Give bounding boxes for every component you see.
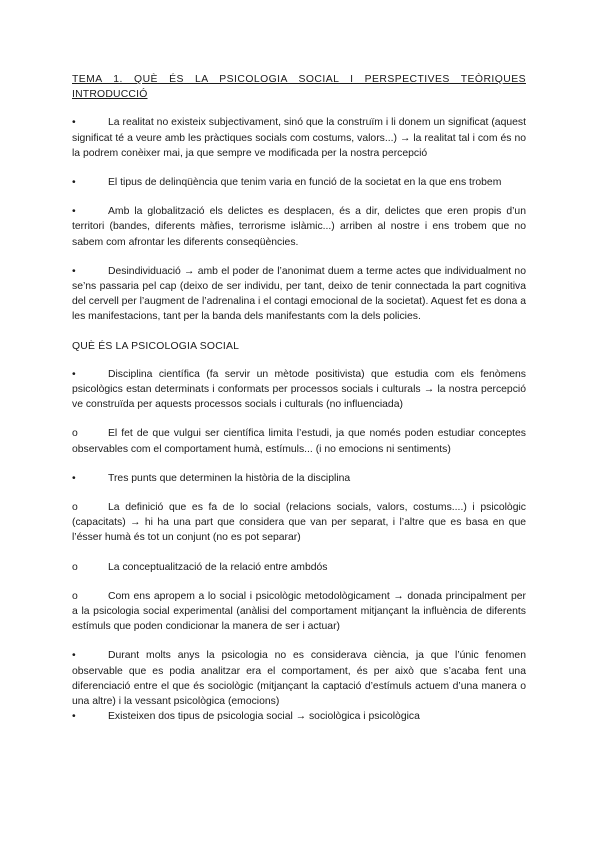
bullet-paragraph: • Durant molts anys la psicologia no es considerava ciència, ja que l’únic fenomen observable que es podia analitzar era el comportament, és per això que s’acaba fent una diferenciació entre el que és sociològic (mitjançant la captació d’estímuls actuem d’una manera o una altre) i la vessant psicològica (emocions) [72,648,526,709]
document-title: TEMA 1. QUÈ ÉS LA PSICOLOGIA SOCIAL I PERSPECTIVES TEÒRIQUES [72,74,526,85]
bullet-paragraph: • La realitat no existeix subjectivament, sinó que la construïm i li donem un significat (aquest significat té a veure amb les pràctiques socials com costums, valors...) → la realitat tal i com és no la podrem conèixer mai, ja que sempre ve modificada per la nostra percepció [72,115,526,161]
section-heading: QUÈ ÉS LA PSICOLOGIA SOCIAL [72,340,240,352]
paragraph-text: El fet de que vulgui ser científica limita l’estudi, ja que només poden estudiar conceptes observables com el comportament humà, estímuls... (i no emocions ni sentiments) [72,428,526,455]
bullet-paragraph: • Disciplina científica (fa servir un mètode positivista) que estudia com els fenòmens psicològics estan determinats i conformats per processos socials i culturals → la nostra percepció ve construïda per aquests processos socials i culturals (no influenciada) [72,367,526,413]
bullet-paragraph: • El tipus de delinqüència que tenim varia en funció de la societat en la que ens trobem [72,175,526,190]
paragraph-text: Existeixen dos tipus de psicologia social → sociològica i psicològica [108,711,420,723]
sub-bullet-paragraph: o Com ens apropem a lo social i psicològic metodològicament → donada principalment per a la psicologia social experimental (anàlisi del comportament mitjançant la influència de diferents estímuls que poden condicionar la manera de ser i actuar) [72,589,526,635]
paragraph-text: El tipus de delinqüència que tenim varia en funció de la societat en la que ens trobem [108,177,502,189]
bullet-paragraph: • Tres punts que determinen la història de la disciplina [72,471,526,486]
document-subtitle: INTRODUCCIÓ [72,89,148,101]
paragraph-text: Tres punts que determinen la història de la disciplina [108,472,351,484]
sub-bullet-paragraph: o El fet de que vulgui ser científica limita l’estudi, ja que només poden estudiar conceptes observables com el comportament humà, estímuls... (i no emocions ni sentiments) [72,426,526,456]
sub-bullet-paragraph: o La definició que es fa de lo social (relacions socials, valors, costums....) i psicològic (capacitats) → hi ha una part que considera que van per separat, i l’altre que es basa en que l’ésser humà és tot un conjunt (no es pot separar) [72,500,526,546]
paragraph-text: Durant molts anys la psicologia no es considerava ciència, ja que l’únic fenomen observable que es podia analitzar era el comportament, és per això que s’acaba fent una diferenciació entre el que és sociològic (mitjançant la captació d’estímuls actuem d’una manera o una altre) i la vessant psicològica (emocions) [72,650,526,708]
paragraph-text: Com ens apropem a lo social i psicològic metodològicament → donada principalment per a la psicologia social experimental (anàlisi del comportament mitjançant la influència de diferents estímuls que poden condicionar la manera de ser i actuar) [72,590,526,633]
paragraph-text: La realitat no existeix subjectivament, sinó que la construïm i li donem un significat (aquest significat té a veure amb les pràctiques socials com costums, valors...) → la realitat tal i com és no la podrem conèixer mai, ja que sempre ve modificada per la nostra percepció [72,117,526,159]
document-body [72,72,526,725]
paragraph-text: La conceptualització de la relació entre ambdós [108,561,328,573]
sub-bullet-paragraph: o La conceptualització de la relació entre ambdós [72,560,526,575]
bullet-paragraph: • Amb la globalització els delictes es desplacen, és a dir, delictes que eren propis d’un territori (bandes, diferents màfies, terrorisme islàmic...) arriben al nostre i ens trobem que no sabem com afrontar les diferents conseqüències. [72,204,526,250]
bullet-paragraph: • Desindividuació → amb el poder de l’anonimat duem a terme actes que individualment no se’ns passaria pel cap (deixo de ser individu, per tant, deixo de tenir connectada la part cognitiva del cervell per l’augment de l’adrenalina i el contagi emocional de la societat). Aquest fet es dona a les manifestacions, tant per la banda dels manifestants com la dels policies. [72,264,526,325]
bullet-paragraph: • Existeixen dos tipus de psicologia social → sociològica i psicològica [72,709,526,724]
paragraph-text: Amb la globalització els delictes es desplacen, és a dir, delictes que eren propis d’un territori (bandes, diferents màfies, terrorisme islàmic...) arriben al nostre i ens trobem que no sabem com afrontar les diferents conseqüències. [72,206,526,248]
paragraph-text: Disciplina científica (fa servir un mètode positivista) que estudia com els fenòmens psicològics estan determinats i conformats per processos socials i culturals → la nostra percepció ve construïda per aquests processos socials i culturals (no influenciada) [72,368,526,411]
paragraph-text: Desindividuació → amb el poder de l’anonimat duem a terme actes que individualment no se’ns passaria pel cap (deixo de ser individu, per tant, deixo de tenir connectada la part cognitiva del cervell per l’augment de l’adrenalina i el contagi emocional de la societat). Aquest fet es dona a les manifestacions, tant per la banda dels manifestants com la dels policies. [72,265,527,323]
paragraph-text: La definició que es fa de lo social (relacions socials, valors, costums....) i psicològic (capacitats) → hi ha una part que considera que van per separat, i l’altre que es basa en que l’ésser humà és tot un conjunt (no es pot separar) [72,502,526,544]
